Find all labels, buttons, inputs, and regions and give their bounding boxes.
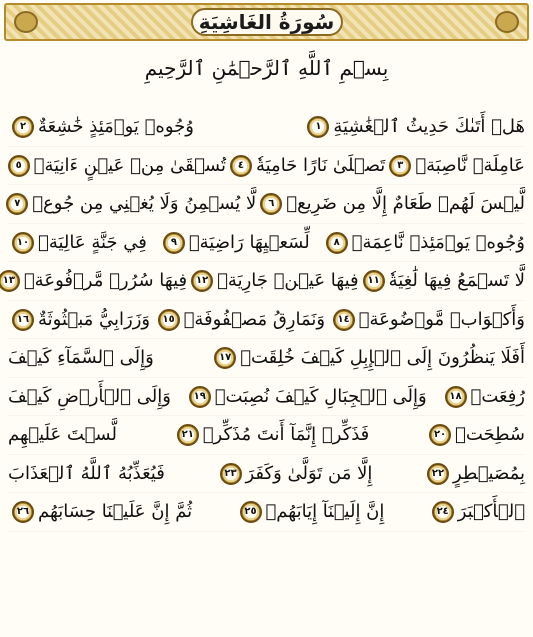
basmala: بِسۡمِ ٱللَّهِ ٱلرَّحۡمَٰنِ ٱلرَّحِيمِ	[144, 56, 389, 80]
verse-text: وُجُوهٞ يَوۡمَئِذٖ نَّاعِمَةٞ	[351, 231, 525, 253]
verse-phrase	[8, 116, 194, 138]
verse-text: بِمُصَيۡطِرٍ	[453, 462, 525, 484]
verse-line-11	[8, 493, 525, 532]
verse-text: أَفَلَا يَنظُرُونَ إِلَى ٱلۡإِبِلِ كَيۡفَ خُلِقَتۡ	[240, 347, 525, 369]
verse-line-10	[8, 455, 525, 494]
verse-text: تَصۡلَىٰ نَارًا حَامِيَةٗ	[255, 154, 386, 176]
ayah-number-marker: ٥	[8, 155, 30, 177]
verse-text: إِلَّا مَن تَوَلَّىٰ وَكَفَرَ	[245, 462, 373, 484]
verse-lines	[2, 108, 525, 636]
ayah-number-marker: ١١	[363, 270, 385, 292]
verse-line-3	[8, 185, 525, 224]
verse-line-5	[2, 262, 525, 301]
verse-phrase	[2, 193, 256, 215]
verse-text: رُفِعَتۡ	[470, 385, 525, 407]
ayah-number-marker: ١٥	[158, 309, 180, 331]
verse-phrase	[226, 155, 385, 177]
surah-header-banner	[4, 3, 529, 41]
verse-phrase	[173, 424, 370, 446]
verse-text: وَإِلَى ٱلۡأَرۡضِ كَيۡفَ	[8, 385, 171, 407]
ayah-number-marker: ٩	[163, 232, 185, 254]
verse-phrase	[187, 270, 359, 292]
ayah-number-marker: ٦	[260, 193, 282, 215]
ayah-number-marker: ٧	[6, 193, 28, 215]
verse-phrase	[8, 385, 171, 407]
verse-text: ٱلۡأَكۡبَرَ	[457, 501, 525, 523]
verse-phrase	[8, 232, 147, 254]
verse-phrase	[236, 501, 385, 523]
verse-phrase	[8, 462, 165, 484]
verse-phrase	[359, 270, 525, 292]
line-separator	[8, 531, 525, 532]
verse-phrase	[8, 426, 117, 444]
ayah-number-marker: ٢٣	[220, 463, 242, 485]
verse-phrase	[423, 463, 525, 485]
verse-phrase	[329, 309, 525, 331]
ayah-number-marker: ٢٥	[240, 501, 262, 523]
verse-text: ثُمَّ إِنَّ عَلَيۡنَا حِسَابَهُم	[38, 501, 193, 523]
verse-phrase	[441, 386, 525, 408]
verse-text: وَإِلَى ٱلۡجِبَالِ كَيۡفَ نُصِبَتۡ	[214, 385, 427, 407]
verse-line-7	[8, 339, 525, 378]
verse-text: فِيهَا سُرُرٞ مَّرۡفُوعَةٞ	[23, 270, 188, 292]
verse-text: لَّا تَسۡمَعُ فِيهَا لَٰغِيَةٗ	[388, 270, 525, 292]
verse-phrase	[0, 270, 187, 292]
ayah-number-marker: ١٤	[333, 309, 355, 331]
verse-text: فَذَكِّرۡ إِنَّمَآ أَنتَ مُذَكِّرٞ	[202, 424, 370, 446]
verse-line-2	[8, 147, 525, 186]
verse-text: وَأَكۡوَابٞ مَّوۡضُوعَةٞ	[358, 308, 525, 330]
ayah-number-marker: ٢٢	[427, 463, 449, 485]
verse-phrase	[322, 232, 525, 254]
verse-text: هَلۡ أَتَىٰكَ حَدِيثُ ٱلۡغَٰشِيَةِ	[333, 116, 525, 138]
verse-text: فَيُعَذِّبُهُ ٱللَّهُ ٱلۡعَذَابَ	[8, 462, 165, 484]
verse-text: لَّيۡسَ لَهُمۡ طَعَامٌ إِلَّا مِن ضَرِيعٖ	[286, 193, 525, 215]
verse-text: سُطِحَتۡ	[455, 424, 525, 446]
verse-phrase	[154, 309, 326, 331]
ayah-number-marker: ١	[307, 116, 329, 138]
verse-line-1	[8, 108, 525, 147]
verse-text: لَّا يُسۡمِنُ وَلَا يُغۡنِي مِن جُوعٖ	[32, 193, 257, 215]
verse-text: وَزَرَابِيُّ مَبۡثُوثَةٌ	[38, 308, 151, 330]
verse-text: وُجُوهٞ يَوۡمَئِذٍ خَٰشِعَةٌ	[38, 116, 194, 138]
ayah-number-marker: ٢١	[177, 424, 199, 446]
verse-text: إِنَّ إِلَيۡنَآ إِيَابَهُمۡ	[265, 501, 385, 523]
verse-phrase	[256, 193, 525, 215]
ayah-number-marker: ٢٠	[429, 424, 451, 446]
ayah-number-marker: ١٦	[12, 309, 34, 331]
verse-line-6	[8, 301, 525, 340]
verse-phrase	[428, 501, 525, 523]
ayah-number-marker: ٢٦	[12, 501, 34, 523]
verse-phrase	[8, 501, 192, 523]
verse-text: وَنَمَارِقُ مَصۡفُوفَةٞ	[183, 308, 326, 330]
verse-line-4	[8, 224, 525, 263]
verse-text: تُسۡقَىٰ مِنۡ عَيۡنٍ ءَانِيَةٖ	[33, 154, 226, 176]
verse-line-8	[8, 378, 525, 417]
verse-phrase	[4, 155, 226, 177]
verse-phrase	[8, 349, 154, 367]
ayah-number-marker: ٣	[389, 155, 411, 177]
ayah-number-marker: ١٧	[214, 347, 236, 369]
verse-text: لَّسۡتَ عَلَيۡهِم	[8, 424, 117, 446]
ayah-number-marker: ١٨	[445, 386, 467, 408]
verse-phrase	[425, 424, 525, 446]
surah-title: سُورَةُ الغَاشِيَةِ	[198, 10, 335, 34]
verse-phrase	[8, 309, 150, 331]
verse-phrase	[185, 386, 427, 408]
verse-phrase	[216, 463, 373, 485]
verse-phrase	[159, 232, 310, 254]
ayah-number-marker: ١٣	[0, 270, 20, 292]
ayah-number-marker: ١٩	[189, 386, 211, 408]
ayah-number-marker: ١٠	[12, 232, 34, 254]
ayah-number-marker: ٢	[12, 116, 34, 138]
ayah-number-marker: ٨	[326, 232, 348, 254]
verse-phrase	[210, 347, 525, 369]
verse-text: وَإِلَى ٱلسَّمَآءِ كَيۡفَ	[8, 347, 154, 369]
verse-text: لِّسَعۡيِهَا رَاضِيَةٞ	[188, 231, 310, 253]
ayah-number-marker: ٢٤	[432, 501, 454, 523]
verse-line-9	[8, 416, 525, 455]
verse-phrase	[303, 116, 525, 138]
surah-name-frame	[191, 8, 343, 36]
ayah-number-marker: ١٢	[191, 270, 213, 292]
verse-text: فِي جَنَّةٍ عَالِيَةٖ	[38, 231, 147, 253]
verse-phrase	[385, 155, 525, 177]
ayah-number-marker: ٤	[230, 155, 252, 177]
verse-text: فِيهَا عَيۡنٞ جَارِيَةٞ	[217, 270, 359, 292]
verse-text: عَامِلَةٞ نَّاصِبَةٞ	[415, 154, 525, 176]
